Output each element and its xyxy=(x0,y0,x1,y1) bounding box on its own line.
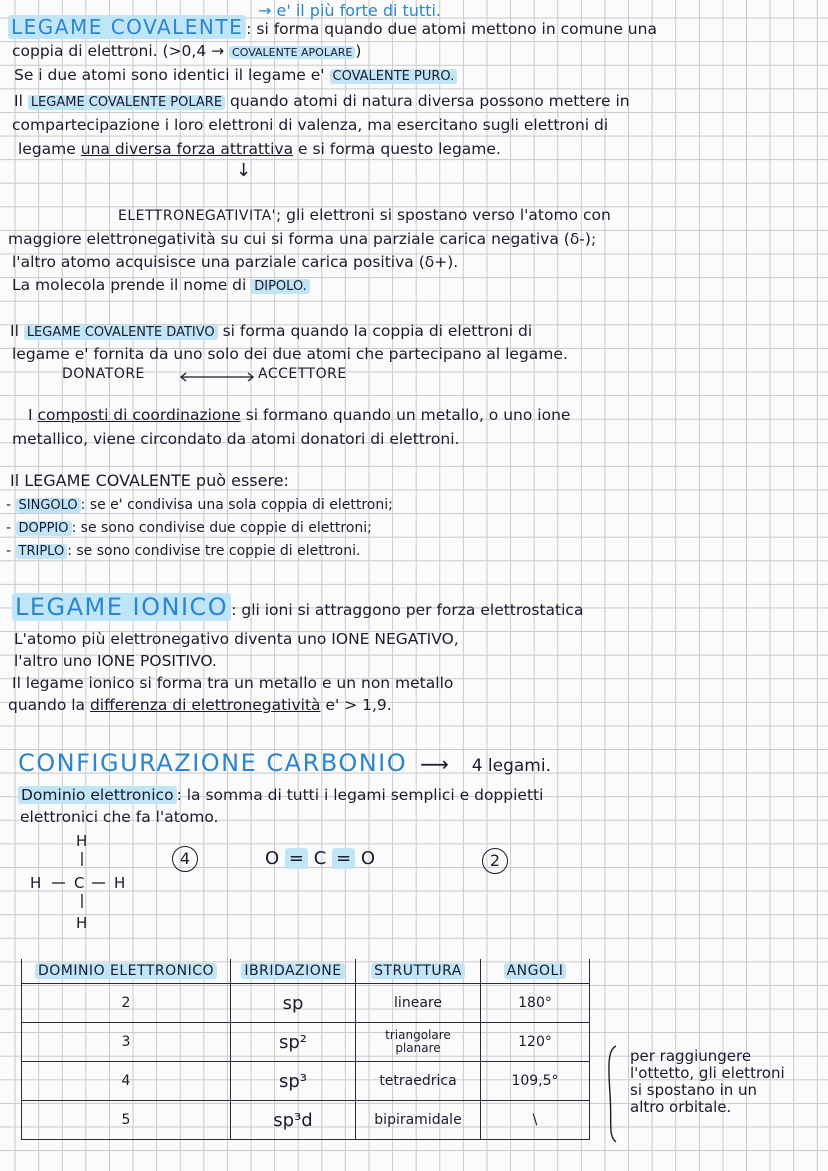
pure-highlight: COVALENTE PURO. xyxy=(330,69,458,84)
bond-left xyxy=(52,882,68,886)
eneg-line-4 xyxy=(12,276,310,296)
table-row xyxy=(22,1062,590,1101)
cell-angle: 180° xyxy=(481,984,590,1023)
cell-domain: 2 xyxy=(22,984,231,1023)
side-note-line: si spostano in un xyxy=(630,1081,758,1099)
eneg-line-1 xyxy=(118,206,611,225)
cell-domain: 4 xyxy=(22,1062,231,1101)
carbon-arrow: ⟶ xyxy=(420,752,449,776)
header-text: ANGOLI xyxy=(504,963,567,979)
header-angles xyxy=(481,959,590,984)
header-text: STRUTTURA xyxy=(371,963,465,979)
covalent-pure-line xyxy=(14,66,457,86)
polar-underlined: una diversa forza attrattiva xyxy=(80,140,294,158)
methane-domain-count: 4 xyxy=(172,846,198,872)
acceptor-label: ACCETTORE xyxy=(258,366,347,382)
type-name: TRIPLO xyxy=(16,544,68,559)
cell-angle: \ xyxy=(481,1101,590,1140)
bond-right xyxy=(92,882,108,886)
cell-domain: 5 xyxy=(22,1101,231,1140)
methane-c: C xyxy=(74,874,85,892)
coord-line-2: metallico, viene circondato da atomi donatori di elettroni. xyxy=(12,430,460,448)
coord-line-1 xyxy=(28,406,570,424)
dative-line-1 xyxy=(10,322,532,342)
type-desc: : se sono condivise tre coppie di elettroni. xyxy=(67,543,361,559)
down-arrow: ↓ xyxy=(236,160,252,181)
domain-label: Dominio elettronico xyxy=(18,786,177,804)
cell-structure: tetraedrica xyxy=(356,1062,481,1101)
header-hybridization xyxy=(231,959,356,984)
covalent-def-2-end: ) xyxy=(355,42,362,60)
type-desc: : se sono condivise due coppie di elettroni; xyxy=(71,520,372,536)
type-triplo: - TRIPLO : se sono condivise tre coppie di elettroni. xyxy=(6,543,361,559)
coord-text-1: si formano quando un metallo, o uno ione xyxy=(240,406,571,424)
header-structure xyxy=(356,959,481,984)
methane-h-bottom: H xyxy=(76,914,88,932)
eneg-line-2: maggiore elettronegatività su cui si forma una parziale carica negativa (δ-); xyxy=(8,230,597,248)
side-note-line: altro orbitale. xyxy=(630,1098,732,1116)
donor-acceptor-arrow xyxy=(178,372,256,382)
ionic-line-5 xyxy=(8,696,392,714)
pure-text: Se i due atomi sono identici il legame e' xyxy=(14,66,330,84)
cell-hybridization: sp³d xyxy=(231,1101,356,1140)
carbon-title: CONFIGURAZIONE CARBONIO xyxy=(18,749,408,777)
cell-structure: triangolare planare xyxy=(356,1023,481,1062)
type-name: SINGOLO xyxy=(16,498,81,513)
double-bond-2: = xyxy=(332,848,355,869)
ionic-5a: quando la xyxy=(8,696,90,714)
co2-o2: O xyxy=(360,848,376,869)
ionic-underlined: differenza di elettronegatività xyxy=(89,696,321,714)
header-domain xyxy=(22,959,231,984)
ionic-title: LEGAME IONICO xyxy=(12,593,231,621)
side-note-line: per raggiungere xyxy=(630,1047,752,1065)
dipolo-highlight: DIPOLO. xyxy=(251,279,310,294)
ionic-line-2: L'atomo più elettronegativo diventa uno IONE NEGATIVO, xyxy=(14,630,459,648)
polar-line-3 xyxy=(18,140,501,158)
co2-o1: O xyxy=(265,848,280,869)
header-text: DOMINIO ELETTRONICO xyxy=(35,963,217,979)
cell-domain: 3 xyxy=(22,1023,231,1062)
eneg-line-3: l'altro atomo acquisisce una parziale carica positiva (δ+). xyxy=(12,253,459,271)
ionic-line-1 xyxy=(12,593,584,621)
domain-def: : la somma di tutti i legami semplici e doppietti xyxy=(176,786,544,804)
hybridization-table xyxy=(21,959,590,1140)
covalent-def-2 xyxy=(12,42,361,62)
covalent-title-note: → e' il più forte di tutti. xyxy=(258,1,442,20)
dative-text-1: si forma quando la coppia di elettroni di xyxy=(217,322,533,340)
table-row xyxy=(22,1101,590,1140)
co2-c: C xyxy=(313,848,327,869)
domain-line-2: elettronici che fa l'atomo. xyxy=(20,808,219,826)
cell-structure: lineare xyxy=(356,984,481,1023)
polar-line-1 xyxy=(14,92,630,112)
dative-pre: Il xyxy=(10,322,24,340)
table-row xyxy=(22,984,590,1023)
polar-3a: legame xyxy=(18,140,81,158)
types-intro: Il LEGAME COVALENTE può essere: xyxy=(10,471,289,490)
polar-3b: e si forma questo legame. xyxy=(293,140,501,158)
methane-h-left: H xyxy=(30,874,42,892)
coord-pre: I xyxy=(28,406,38,424)
donor-label: DONATORE xyxy=(62,366,145,382)
domain-line-1 xyxy=(18,786,543,804)
side-note-brace xyxy=(606,1044,618,1144)
dative-line-2: legame e' fornita da uno solo dei due atomi che partecipano al legame. xyxy=(12,345,568,363)
cell-angle: 109,5° xyxy=(481,1062,590,1101)
table-row xyxy=(22,1023,590,1062)
bond-top xyxy=(81,852,85,868)
type-name: DOPPIO xyxy=(16,521,72,536)
methane-h-top: H xyxy=(76,832,88,850)
apolar-highlight: COVALENTE APOLARE xyxy=(229,46,355,59)
polar-line-2: compartecipazione i loro elettroni di valenza, ma esercitano sugli elettroni di xyxy=(12,116,609,134)
methane-h-right: H xyxy=(114,874,126,892)
cell-angle: 120° xyxy=(481,1023,590,1062)
cell-structure: bipiramidale xyxy=(356,1101,481,1140)
dative-highlight: LEGAME COVALENTE DATIVO xyxy=(24,325,218,340)
polar-highlight: LEGAME COVALENTE POLARE xyxy=(28,95,225,110)
eneg-4-text: La molecola prende il nome di xyxy=(12,276,252,294)
double-bond-1: = xyxy=(285,848,308,869)
side-note-line: l'ottetto, gli elettroni xyxy=(630,1064,785,1082)
eneg-text-1: ; gli elettroni si spostano verso l'atomo con xyxy=(276,206,611,224)
cell-hybridization: sp xyxy=(231,984,356,1023)
cell-hybridization: sp³ xyxy=(231,1062,356,1101)
carbon-bonds: 4 legami. xyxy=(471,756,551,776)
covalent-def-2-text: coppia di elettroni. (>0,4 → xyxy=(12,42,230,60)
ionic-line-3: l'altro uno IONE POSITIVO. xyxy=(14,652,217,670)
covalent-title: LEGAME COVALENTE xyxy=(8,15,246,39)
carbon-title-line xyxy=(18,749,551,777)
side-note xyxy=(630,1048,785,1116)
polar-pre: Il xyxy=(14,92,28,110)
type-doppio: - DOPPIO : se sono condivise due coppie di elettroni; xyxy=(6,520,372,536)
co2-molecule xyxy=(265,850,375,868)
type-singolo: - SINGOLO : se e' condivisa una sola coppia di elettroni; xyxy=(6,497,393,513)
covalent-def-1: : si forma quando due atomi mettono in comune una xyxy=(246,20,657,38)
eneg-title: ELETTRONEGATIVITA' xyxy=(118,208,277,224)
cell-hybridization: sp² xyxy=(231,1023,356,1062)
coord-underlined: composti di coordinazione xyxy=(37,406,241,424)
covalent-title-line xyxy=(8,15,657,39)
table-header-row xyxy=(22,959,590,984)
co2-domain-count: 2 xyxy=(482,848,508,874)
ionic-text-1: : gli ioni si attraggono per forza elettrostatica xyxy=(231,601,584,619)
type-desc: : se e' condivisa una sola coppia di elettroni; xyxy=(80,497,393,513)
ionic-line-4: Il legame ionico si forma tra un metallo e un non metallo xyxy=(12,674,454,692)
header-text: IBRIDAZIONE xyxy=(241,963,344,979)
ionic-5b: e' > 1,9. xyxy=(320,696,392,714)
polar-text-1: quando atomi di natura diversa possono mettere in xyxy=(225,92,630,110)
bond-bottom xyxy=(81,894,85,910)
